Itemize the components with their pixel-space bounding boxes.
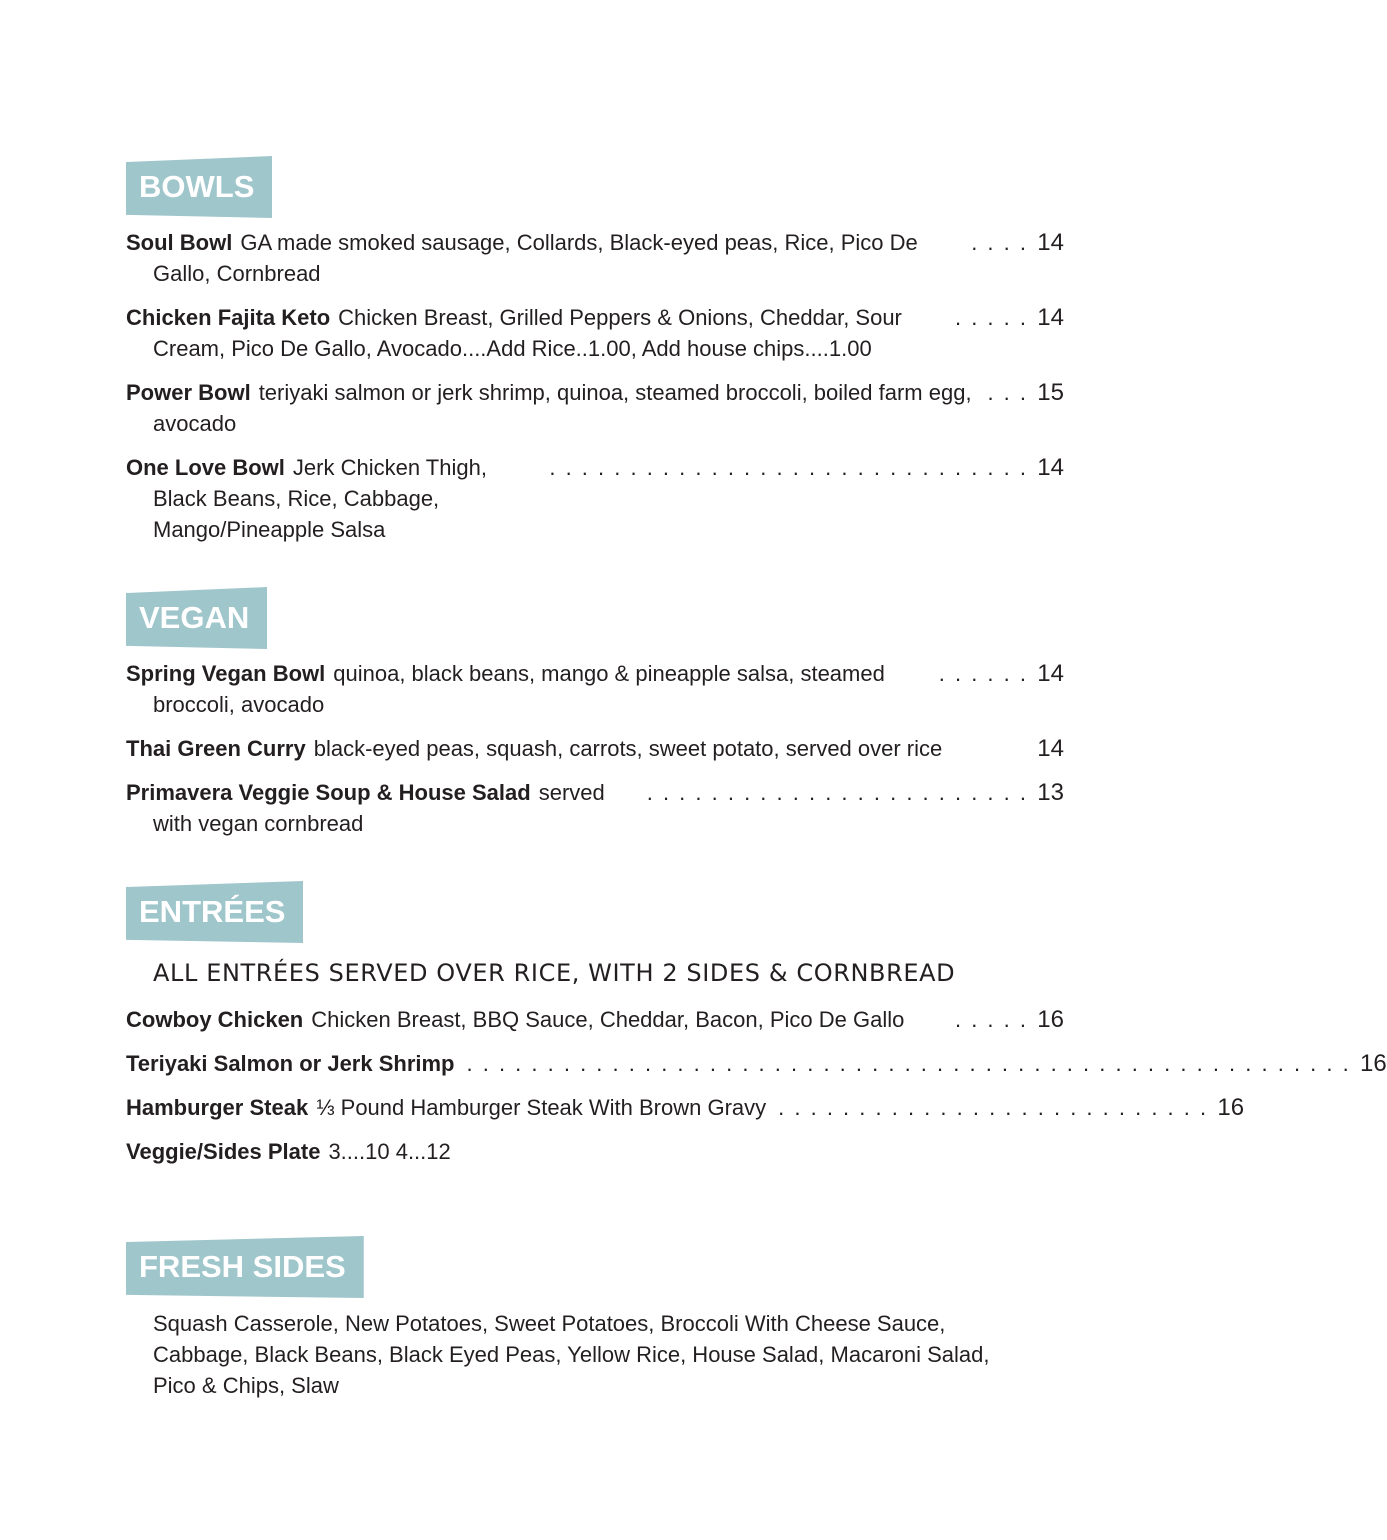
sides-list-text: Squash Casserole, New Potatoes, Sweet Potatoes, Broccoli With Cheese Sauce, Cabbage, Black Beans, Black Eyed Peas, Yellow Rice, House Salad, Macaroni Salad, Pico & Chips, Slaw — [153, 1311, 990, 1398]
menu-item — [126, 1136, 1064, 1167]
menu-item-body — [126, 777, 635, 839]
menu-items-list — [126, 227, 1064, 545]
section-heading — [126, 881, 303, 943]
menu-item-description: quinoa, black beans, mango & pineapple salsa, steamed broccoli, avocado — [153, 661, 885, 717]
menu-item — [126, 1004, 1064, 1035]
menu-item-price: 14 — [1037, 454, 1064, 481]
menu-item-name: Thai Green Curry — [126, 736, 306, 761]
section-heading-text: VEGAN — [139, 600, 250, 635]
menu-item-description: Chicken Breast, BBQ Sauce, Cheddar, Bacon, Pico De Gallo — [311, 1007, 905, 1032]
leader-dots: . . . . . — [954, 1007, 1028, 1032]
menu-item-price: 14 — [1037, 735, 1064, 762]
menu-item-description: served with vegan cornbread — [153, 780, 605, 836]
section-heading — [126, 587, 267, 649]
menu-item — [126, 658, 1064, 720]
menu-item-price: 16 — [1037, 1006, 1064, 1033]
section-heading-text: BOWLS — [139, 169, 255, 204]
menu-item-price: 14 — [1037, 304, 1064, 331]
menu-item — [126, 777, 1064, 839]
menu-item-name: Spring Vegan Bowl — [126, 661, 326, 686]
menu-item-name: Teriyaki Salmon or Jerk Shrimp — [126, 1051, 455, 1076]
entrees-section — [126, 881, 1387, 1180]
menu-item — [126, 733, 1064, 764]
leader-dots: . . . . . . . . . . . . . . . . . . . . . . . . . . . . . . . . . . . . . . . . . . . . . . . . . . . . . . . — [466, 1051, 1351, 1076]
menu-item — [126, 452, 1064, 545]
menu-items-list — [126, 1004, 1387, 1167]
vegan-section — [126, 587, 1064, 852]
leader-dots: . . . — [987, 380, 1028, 405]
menu-items-list — [126, 658, 1064, 839]
section-heading-text: FRESH SIDES — [139, 1249, 346, 1284]
menu-item-price: 13 — [1037, 779, 1064, 806]
menu-item-body — [126, 377, 977, 439]
menu-item-body — [126, 227, 961, 289]
menu-item — [126, 1092, 1245, 1123]
leader-dots: . . . . . — [954, 305, 1028, 330]
menu-item-price: 16 — [1217, 1094, 1245, 1121]
menu-item-body — [126, 1004, 945, 1035]
menu-item-body — [126, 1136, 1064, 1167]
menu-item-body — [126, 1092, 766, 1123]
menu-item-name: Cowboy Chicken — [126, 1007, 304, 1032]
leader-dots: . . . . . . . . . . . . . . . . . . . . . . . . — [646, 780, 1028, 805]
menu-item-description: black-eyed peas, squash, carrots, sweet potato, served over rice — [313, 736, 943, 761]
menu-item-description: GA made smoked sausage, Collards, Black-eyed peas, Rice, Pico De Gallo, Cornbread — [153, 230, 918, 286]
menu-item — [126, 227, 1064, 289]
menu-item-name: Hamburger Steak — [126, 1095, 309, 1120]
leader-dots: . . . . — [971, 230, 1028, 255]
menu-item — [126, 1048, 1387, 1079]
menu-item-price: 14 — [1037, 660, 1064, 687]
menu-item — [126, 302, 1064, 364]
menu-item-description: Chicken Breast, Grilled Peppers & Onions, Cheddar, Sour Cream, Pico De Gallo, Avocado....Add Rice..1.00, Add house chips....1.00 — [153, 305, 902, 361]
section-heading — [126, 156, 272, 218]
menu-item-description: 3....10 4...12 — [328, 1139, 451, 1164]
menu-item-description: ⅓ Pound Hamburger Steak With Brown Gravy — [316, 1095, 767, 1120]
menu-item-name: Chicken Fajita Keto — [126, 305, 331, 330]
menu-item-body — [126, 1048, 455, 1079]
menu-item-name: Soul Bowl — [126, 230, 233, 255]
section-heading — [126, 1236, 364, 1298]
section-heading-text: ENTRÉES — [139, 894, 286, 929]
menu-item-price: 14 — [1037, 229, 1064, 256]
menu-item-name: One Love Bowl — [126, 455, 285, 480]
entrees-note: ALL ENTRÉES SERVED OVER RICE, WITH 2 SIDES & CORNBREAD — [153, 959, 956, 987]
leader-dots: . . . . . . — [938, 661, 1028, 686]
menu-item-description: Jerk Chicken Thigh, Black Beans, Rice, Cabbage, Mango/Pineapple Salsa — [153, 455, 487, 542]
menu-item-body — [126, 733, 1028, 764]
menu-item-name: Primavera Veggie Soup & House Salad — [126, 780, 531, 805]
bowls-section — [126, 156, 1064, 558]
menu-item-body — [126, 452, 537, 545]
menu-item-name: Power Bowl — [126, 380, 251, 405]
menu-item-name: Veggie/Sides Plate — [126, 1139, 321, 1164]
menu-item-price: 15 — [1037, 379, 1064, 406]
menu-item-body — [126, 302, 945, 364]
leader-dots: . . . . . . . . . . . . . . . . . . . . . . . . . . . . . . — [549, 455, 1028, 480]
menu-item-body — [126, 658, 929, 720]
menu-item-description: teriyaki salmon or jerk shrimp, quinoa, steamed broccoli, boiled farm egg, avocado — [153, 380, 972, 436]
menu-item — [126, 377, 1064, 439]
menu-item-price: 16 — [1360, 1050, 1387, 1077]
leader-dots: . . . . . . . . . . . . . . . . . . . . . . . . . . . — [778, 1095, 1209, 1120]
sides-section — [126, 1236, 1064, 1401]
